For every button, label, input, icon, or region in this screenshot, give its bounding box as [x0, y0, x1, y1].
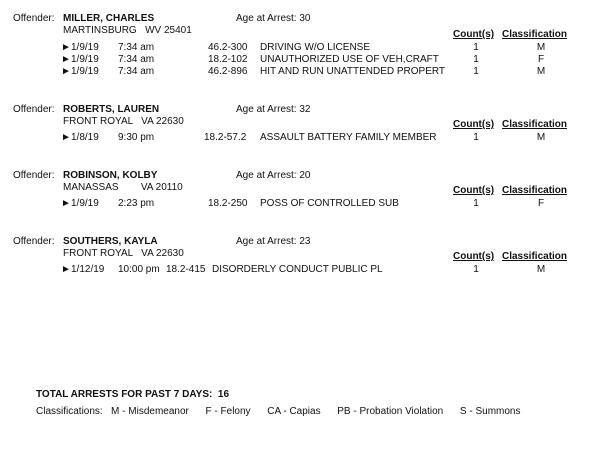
age-label: Age at Arrest: [236, 104, 300, 115]
age-value: 23 [299, 236, 311, 247]
charge-code: 18.2-102 [208, 54, 248, 65]
charge-code: 46.2-300 [208, 42, 248, 53]
offender-address [63, 116, 184, 128]
charge-date: 1/9/19 [71, 42, 99, 53]
age-at-arrest [236, 104, 311, 116]
city: MARTINSBURG [63, 25, 137, 36]
charge-time: 7:34 am [118, 54, 155, 65]
offender-address [63, 248, 184, 260]
charge-classification: M [536, 66, 546, 77]
charge-count: 1 [473, 264, 479, 275]
charge-description: HIT AND RUN UNATTENDED PROPERT [260, 66, 446, 77]
age-label: Age at Arrest: [236, 170, 300, 181]
offender-record [0, 170, 589, 232]
charge-date: 1/8/19 [71, 132, 99, 143]
charge-classification: M [536, 42, 546, 53]
charge-description: DRIVING W/O LICENSE [260, 42, 371, 53]
offender-record [0, 13, 589, 75]
charge-time: 9:30 pm [118, 132, 155, 143]
classifications-legend [36, 406, 521, 417]
age-label: Age at Arrest: [236, 236, 300, 247]
city: FRONT ROYAL [63, 116, 133, 127]
offender-label: Offender: [13, 236, 55, 247]
charge-code: 18.2-415 [166, 264, 206, 275]
charge-code: 18.2-250 [208, 198, 248, 209]
age-value: 32 [299, 104, 311, 115]
arrow-icon: ► [61, 42, 71, 53]
charge-classification: M [536, 264, 546, 275]
charge-code: 46.2-896 [208, 66, 248, 77]
arrow-icon: ► [61, 132, 71, 143]
offender-record [0, 104, 589, 166]
count-header: Count(s) [453, 29, 495, 40]
charge-date: 1/9/19 [71, 66, 99, 77]
state-zip: VA 22630 [141, 116, 184, 127]
age-at-arrest [236, 13, 311, 25]
count-header: Count(s) [453, 119, 495, 130]
charge-count: 1 [473, 54, 479, 65]
offender-name: ROBERTS, LAUREN [63, 104, 160, 115]
charge-time: 7:34 am [118, 42, 155, 53]
charge-description: POSS OF CONTROLLED SUB [260, 198, 399, 209]
legend-item: M - Misdemeanor [111, 406, 189, 417]
charge-count: 1 [473, 66, 479, 77]
state-zip: VA 20110 [140, 182, 183, 193]
age-value: 30 [299, 13, 311, 24]
total-arrests [36, 389, 229, 400]
count-header: Count(s) [453, 185, 495, 196]
charge-date: 1/9/19 [71, 54, 99, 65]
state-zip: VA 22630 [141, 248, 184, 259]
charge-date: 1/9/19 [71, 198, 99, 209]
offender-address [63, 25, 192, 37]
charge-classification: M [536, 132, 546, 143]
charge-time: 10:00 pm [118, 264, 160, 275]
age-label: Age at Arrest: [236, 13, 300, 24]
age-at-arrest [236, 170, 311, 182]
offender-label: Offender: [13, 170, 55, 181]
classifications-label: Classifications: [36, 406, 103, 417]
classification-header: Classification [502, 119, 568, 130]
arrow-icon: ► [61, 198, 71, 209]
arrow-icon: ► [61, 264, 71, 275]
offender-label: Offender: [13, 13, 55, 24]
charge-time: 7:34 am [118, 66, 155, 77]
age-at-arrest [236, 236, 311, 248]
charge-classification: F [537, 54, 545, 65]
offender-name: SOUTHERS, KAYLA [63, 236, 158, 247]
count-header: Count(s) [453, 251, 495, 262]
legend-item: S - Summons [459, 406, 521, 417]
city: FRONT ROYAL [63, 248, 133, 259]
legend-item: PB - Probation Violation [337, 406, 444, 417]
offender-address [63, 182, 183, 194]
total-arrests-value: 16 [217, 389, 230, 400]
charge-date: 1/12/19 [71, 264, 105, 275]
legend-item: F - Felony [205, 406, 251, 417]
offender-name: MILLER, CHARLES [63, 13, 155, 24]
classification-header: Classification [502, 251, 568, 262]
charge-count: 1 [473, 42, 479, 53]
legend-item: CA - Capias [267, 406, 321, 417]
offender-name: ROBINSON, KOLBY [63, 170, 158, 181]
classification-header: Classification [502, 29, 568, 40]
arrow-icon: ► [61, 66, 71, 77]
charge-code: 18.2-57.2 [204, 132, 247, 143]
charge-description: ASSAULT BATTERY FAMILY MEMBER [260, 132, 437, 143]
state-zip: WV 25401 [145, 25, 192, 36]
offender-label: Offender: [13, 104, 55, 115]
charge-time: 2:23 pm [118, 198, 155, 209]
charge-description: DISORDERLY CONDUCT PUBLIC PL [212, 264, 383, 275]
arrow-icon: ► [61, 54, 71, 65]
classification-header: Classification [502, 185, 568, 196]
charge-description: UNAUTHORIZED USE OF VEH,CRAFT [260, 54, 439, 65]
age-value: 20 [299, 170, 311, 181]
charge-count: 1 [473, 198, 479, 209]
total-arrests-label: TOTAL ARRESTS FOR PAST 7 DAYS: [36, 389, 213, 400]
offender-record [0, 236, 589, 298]
charge-classification: F [537, 198, 545, 209]
charge-count: 1 [473, 132, 479, 143]
city: MANASSAS [63, 182, 119, 193]
